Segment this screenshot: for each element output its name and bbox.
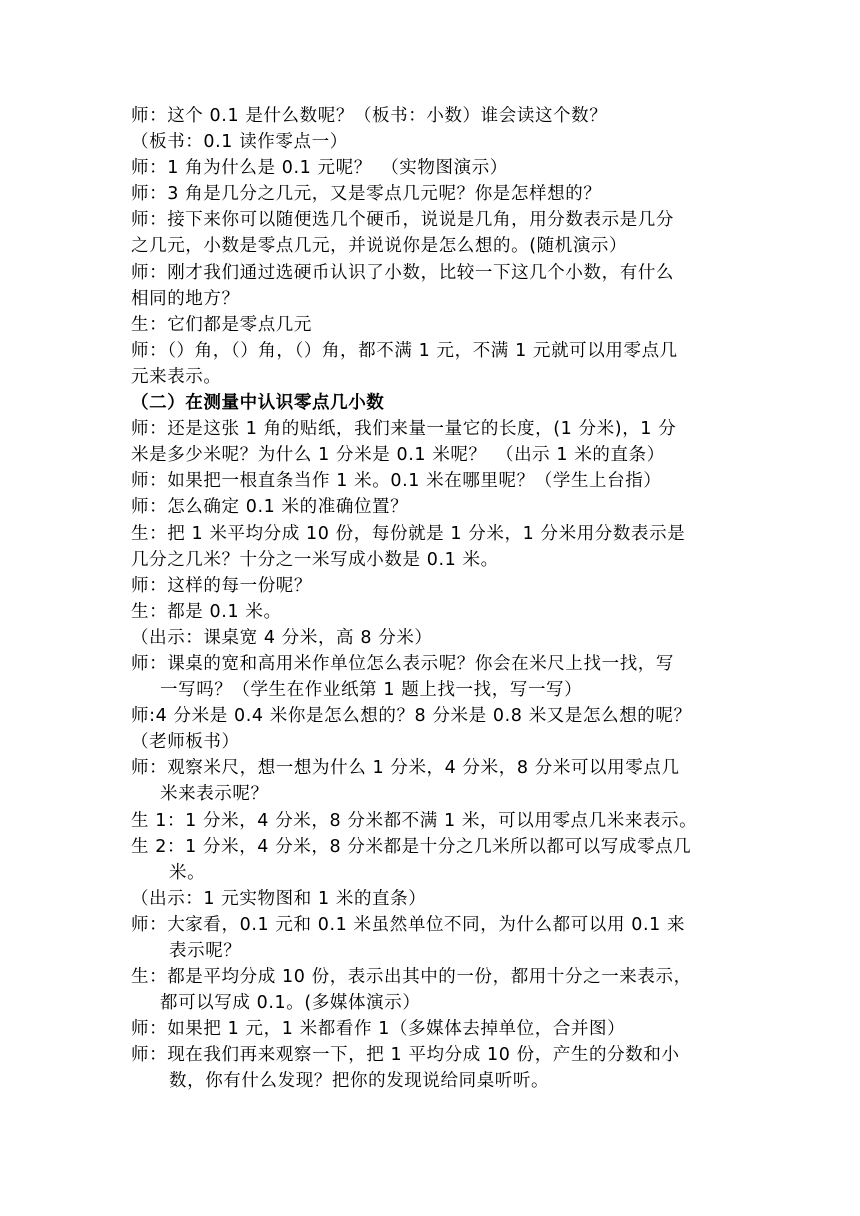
text-line: 师：怎么确定 0.1 米的准确位置？ — [131, 497, 409, 518]
text-line: 生：把 1 米平均分成 10 份，每份就是 1 分米，1 分米用分数表示是 — [131, 523, 686, 544]
section-heading: （二）在测量中认识零点几小数 — [131, 393, 385, 414]
text-line: 师：观察米尺，想一想为什么 1 分米，4 分米，8 分米可以用零点几 — [131, 758, 680, 779]
text-line: 师：（）角，（）角，（）角，都不满 1 元，不满 1 元就可以用零点几 — [131, 340, 678, 361]
text-line: 相同的地方？ — [131, 288, 240, 309]
text-line: 生：都是 0.1 米。 — [131, 601, 282, 622]
text-line: 师：如果把 1 元，1 米都看作 1（多媒体去掉单位，合并图） — [131, 1019, 626, 1040]
text-line: 师：课桌的宽和高用米作单位怎么表示呢？你会在米尺上找一找，写 — [131, 653, 674, 674]
text-line: 师：还是这张 1 角的贴纸，我们来量一量它的长度，(1 分米)，1 分 — [131, 419, 677, 440]
text-line: 师：这样的每一份呢？ — [131, 575, 312, 596]
text-line: 师：大家看，0.1 元和 0.1 米虽然单位不同，为什么都可以用 0.1 来 — [131, 914, 686, 935]
text-line: 数，你有什么发现？把你的发现说给同桌听听。 — [169, 1071, 550, 1092]
text-line: 生：都是平均分成 10 份，表示出其中的一份，都用十分之一来表示， — [131, 967, 692, 988]
text-line: 都可以写成 0.1。(多媒体演示） — [160, 993, 421, 1014]
text-line: 师：1 角为什么是 0.1 元呢？ （实物图演示） — [131, 158, 508, 179]
text-line: （出示：课桌宽 4 分米，高 8 分米） — [131, 627, 433, 648]
text-line: 师：接下来你可以随便选几个硬币，说说是几角，用分数表示是几分 — [131, 210, 674, 231]
text-line: 之几元，小数是零点几元，并说说你是怎么想的。(随机演示） — [131, 236, 628, 257]
text-line: （出示：1 元实物图和 1 米的直条） — [131, 888, 427, 909]
text-line: 师:4 分米是 0.4 米你是怎么想的？8 分米是 0.8 米又是怎么想的呢？ — [131, 706, 692, 727]
text-line: 生：它们都是零点几元 — [131, 314, 312, 335]
text-line: 元来表示。 — [131, 366, 222, 387]
text-line: 米是多少米呢？为什么 1 分米是 0.1 米呢？ （出示 1 米的直条） — [131, 445, 665, 466]
text-line: 师：现在我们再来观察一下，把 1 平均分成 10 份，产生的分数和小 — [131, 1045, 680, 1066]
text-line: 米来表示呢？ — [160, 784, 269, 805]
text-line: 生 2：1 分米，4 分米，8 分米都是十分之几米所以都可以写成零点几 — [131, 836, 692, 857]
text-line: 表示呢？ — [169, 941, 242, 961]
text-line: 师：刚才我们通过选硬币认识了小数，比较一下这几个小数，有什么 — [131, 262, 674, 283]
text-line: 生 1：1 分米，4 分米，8 分米都不满 1 米，可以用零点几米来表示。 — [131, 810, 698, 831]
text-line: 师：3 角是几分之几元，又是零点几元呢？你是怎样想的？ — [131, 184, 602, 205]
text-line: 师：如果把一根直条当作 1 米。0.1 米在哪里呢？（学生上台指） — [131, 471, 662, 492]
text-line: （老师板书） — [131, 732, 240, 753]
text-line: 米。 — [169, 862, 206, 883]
text-line: 师：这个 0.1 是什么数呢？（板书：小数）谁会读这个数？ — [131, 106, 608, 126]
text-line: 一写吗？（学生在作业纸第 1 题上找一找，写一写） — [160, 680, 583, 701]
text-line: （板书：0.1 读作零点一） — [131, 132, 348, 153]
document-body — [131, 103, 731, 1095]
text-line: 几分之几米？十分之一米写成小数是 0.1 米。 — [131, 549, 499, 570]
